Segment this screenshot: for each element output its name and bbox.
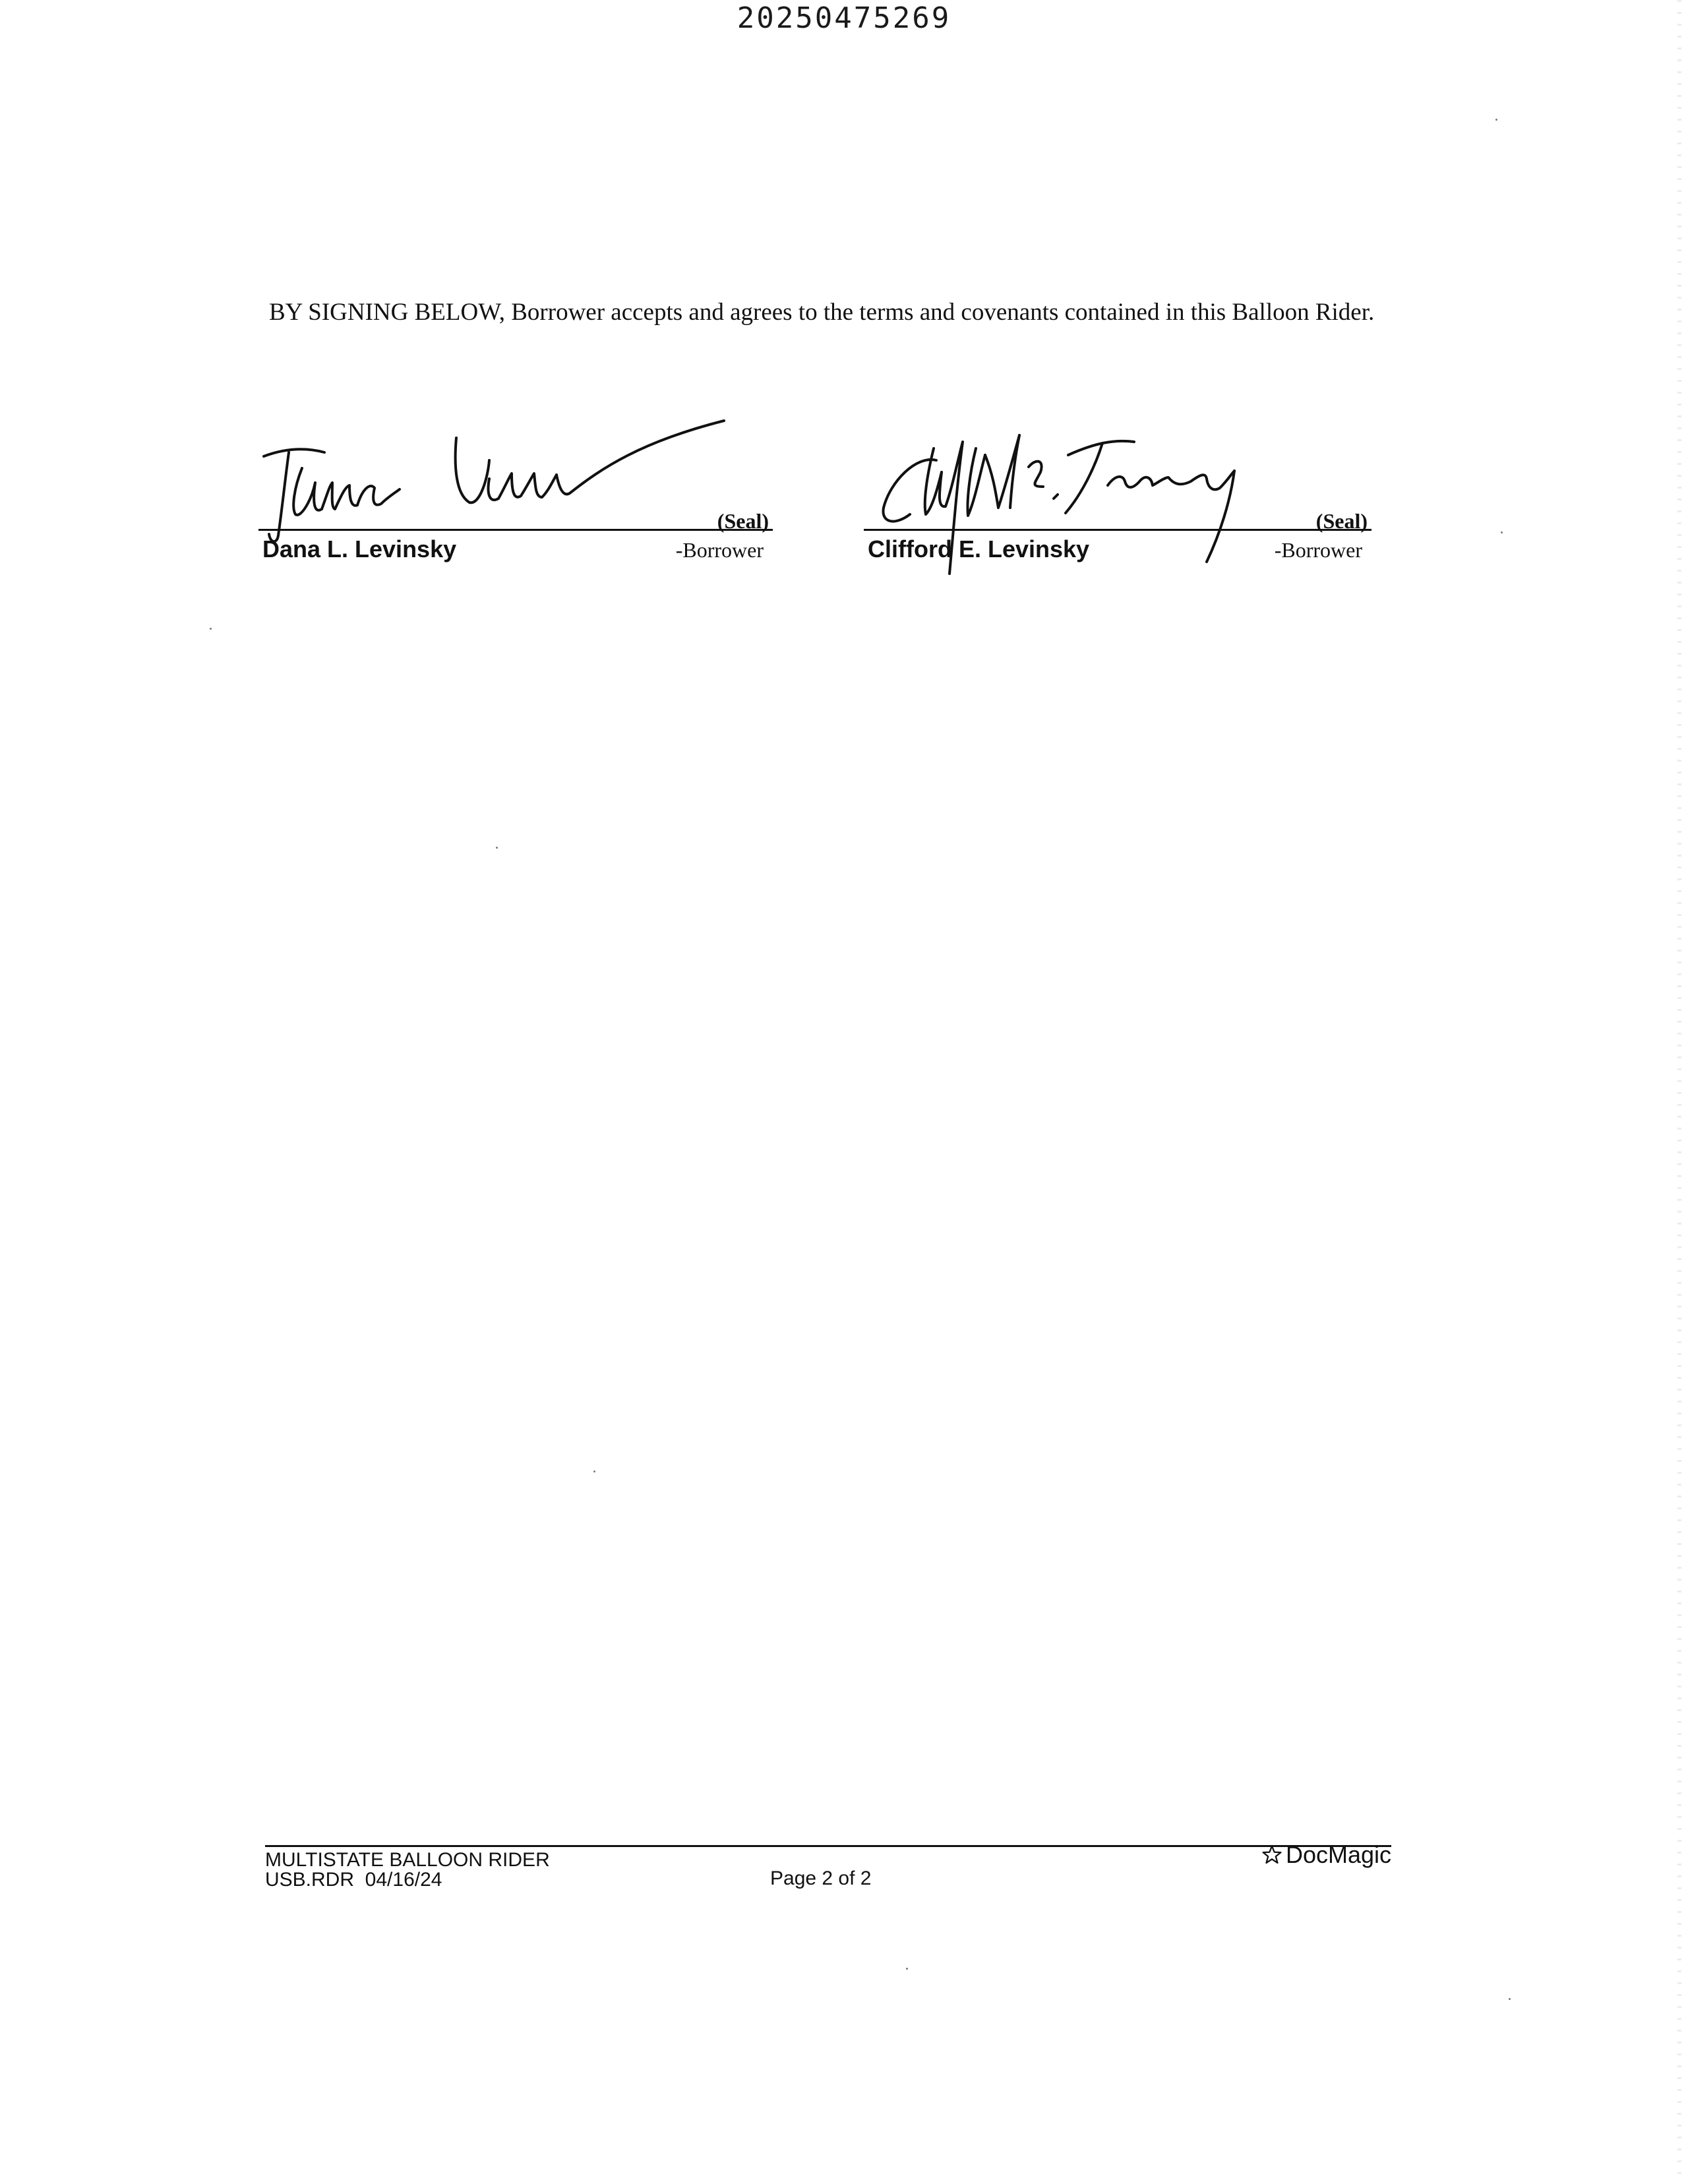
signature-line [864, 529, 1372, 531]
document-number: 20250475269 [737, 1, 951, 35]
signer-role: -Borrower [1274, 538, 1362, 562]
form-title: MULTISTATE BALLOON RIDER [265, 1849, 550, 1871]
scan-speck [593, 1471, 595, 1472]
scan-speck [1509, 1998, 1511, 2000]
scan-speck [906, 1968, 908, 1970]
footer-divider [265, 1845, 1391, 1847]
scan-edge-marks [1677, 0, 1681, 2184]
signature-line [258, 529, 773, 531]
seal-label: (Seal) [1315, 509, 1368, 533]
signer-role: -Borrower [675, 538, 764, 562]
scan-speck [210, 628, 212, 630]
signature-block-dana [258, 409, 773, 580]
signature-block-clifford [864, 409, 1372, 580]
footer-form-info [265, 1850, 550, 1890]
scan-speck [1501, 531, 1503, 533]
signer-name: Dana L. Levinsky [262, 535, 457, 562]
scan-speck [1495, 119, 1497, 121]
star-outline-icon [1261, 1844, 1283, 1866]
seal-label: (Seal) [717, 509, 769, 533]
scan-speck [496, 847, 498, 849]
signer-name: Clifford E. Levinsky [868, 535, 1090, 562]
page-number: Page 2 of 2 [770, 1867, 872, 1889]
docmagic-logo [1261, 1841, 1391, 1869]
brand-name: DocMagic [1286, 1841, 1392, 1868]
agreement-statement: BY SIGNING BELOW, Borrower accepts and agrees to the terms and covenants contained in this Balloon Rider. [269, 299, 1375, 326]
form-code: USB.RDR 04/16/24 [265, 1869, 442, 1891]
